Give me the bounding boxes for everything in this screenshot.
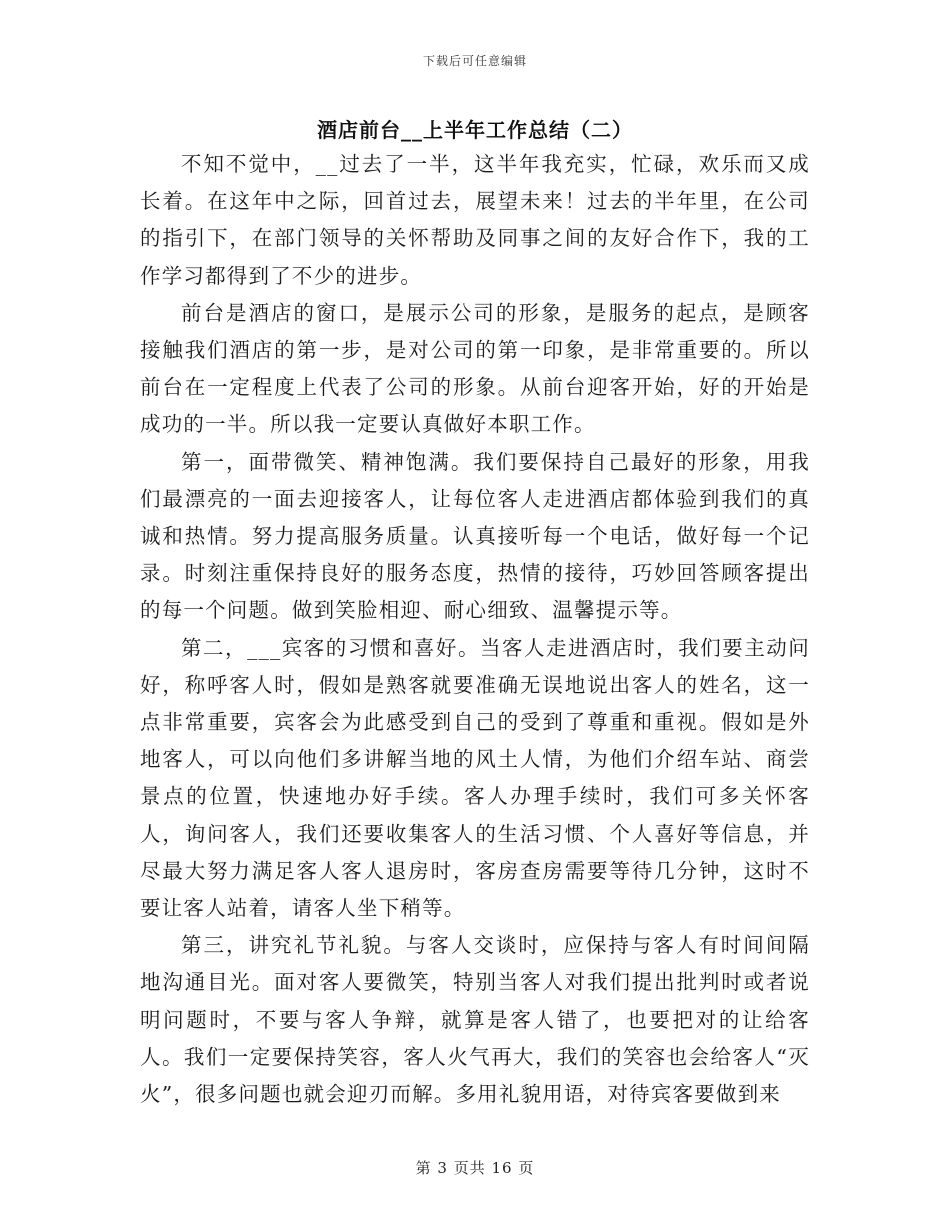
header-note: 下载后可任意编辑 — [422, 54, 527, 68]
paragraph-3: 第一，面带微笑、精神饱满。我们要保持自己最好的形象，用我们最漂亮的一面去迎接客人，让每位客人走进酒店都体验到我们的真诚和热情。努力提高服务质量。认真接听每一个电话，做好每一个记录。时刻注重保持良好的服务态度，热情的接待，巧妙回答顾客提出的每一个问题。做到笑脸相迎、耐心细致、温馨提示等。 — [140, 449, 810, 623]
paragraph-2: 前台是酒店的窗口，是展示公司的形象，是服务的起点，是顾客接触我们酒店的第一步，是对公司的第一印象，是非常重要的。所以前台在一定程度上代表了公司的形象。从前台迎客开始，好的开始是成功的一半。所以我一定要认真做好本职工作。 — [140, 300, 810, 437]
page-footer: 第 3 页共 16 页 — [415, 1159, 535, 1177]
paragraph-5: 第三，讲究礼节礼貌。与客人交谈时，应保持与客人有时间间隔地沟通目光。面对客人要微笑，特别当客人对我们提出批判时或者说明问题时，不要与客人争辩，就算是客人错了，也要把对的让给客人。我们一定要保持笑容，客人火气再大，我们的笑容也会给客人“灭火”，很多问题也就会迎刃而解。多用礼貌用语，对待宾客要做到来 — [140, 933, 810, 1107]
document-title: 酒店前台__上半年工作总结（二） — [317, 118, 633, 142]
paragraph-4: 第二，___宾客的习惯和喜好。当客人走进酒店时，我们要主动问好，称呼客人时，假如是熟客就要准确无误地说出客人的姓名，这一点非常重要，宾客会为此感受到自己的受到了尊重和重视。假如是外地客人，可以向他们多讲解当地的风土人情，为他们介绍车站、商尝景点的位置，快速地办好手续。客人办理手续时，我们可多关怀客人，询问客人，我们还要收集客人的生活习惯、个人喜好等信息，并尽最大努力满足客人客人退房时，客房查房需要等待几分钟，这时不要让客人站着，请客人坐下稍等。 — [140, 635, 810, 921]
paragraph-1: 不知不觉中，__过去了一半，这半年我充实，忙碌，欢乐而又成长着。在这年中之际，回首过去，展望未来！过去的半年里，在公司的指引下，在部门领导的关怀帮助及同事之间的友好合作下，我的工作学习都得到了不少的进步。 — [140, 152, 810, 288]
document-body — [140, 146, 810, 1113]
